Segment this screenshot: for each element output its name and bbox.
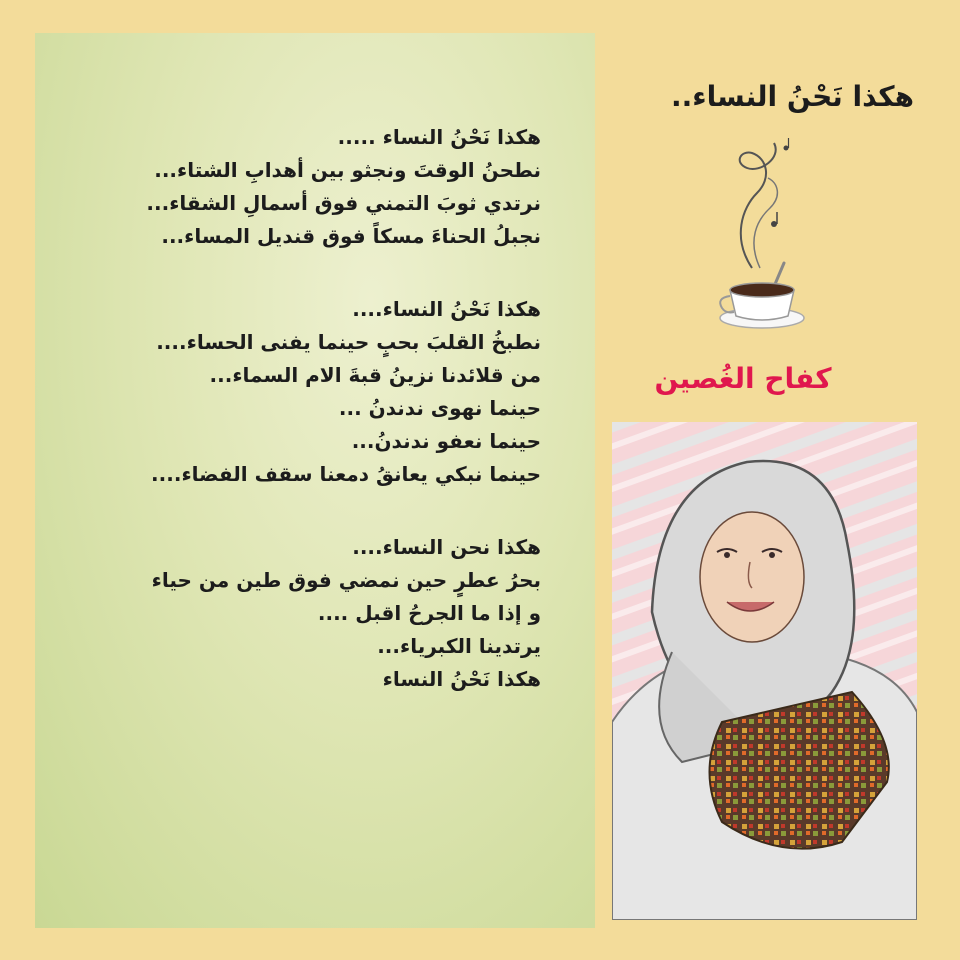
poem-line: هكذا نَحْنُ النساء xyxy=(382,667,541,691)
stanza-2 xyxy=(75,293,541,491)
poem-line: حينما نهوى ندندنُ ... xyxy=(338,396,541,420)
poem-line: نرتدي ثوبَ التمني فوق أسمالِ الشقاء... xyxy=(146,191,541,215)
right-column xyxy=(612,0,960,960)
poem-line: نطبخُ القلبَ بحبٍ حينما يفنى الحساء.... xyxy=(156,330,541,354)
author-portrait xyxy=(612,422,917,920)
poem-line: حينما نعفو ندندنُ... xyxy=(351,429,541,453)
poem-panel xyxy=(35,33,595,928)
poem-line: نطحنُ الوقتَ ونجثو بين أهدابِ الشتاء... xyxy=(154,158,541,182)
poem-line: بحرُ عطرٍ حين نمضي فوق طين من حياء xyxy=(151,568,541,592)
poem-line: نجبلُ الحناءَ مسكاً فوق قنديل المساء... xyxy=(161,224,541,248)
coffee-cup-icon xyxy=(712,128,812,338)
stanza-3 xyxy=(75,531,541,696)
poem-line: يرتدينا الكبرياء... xyxy=(377,634,541,658)
poem-line: من قلائدنا نزينُ قبةَ الام السماء... xyxy=(209,363,541,387)
poem-line: و إذا ما الجرحُ اقبل .... xyxy=(317,601,541,625)
stanza-1 xyxy=(75,121,541,253)
author-name: كفاح الغُصين xyxy=(654,362,832,395)
poem-line: هكذا نَحْنُ النساء.... xyxy=(352,297,541,321)
poem-line: هكذا نحن النساء.... xyxy=(352,535,541,559)
poem-title: هكذا نَحْنُ النساء.. xyxy=(671,80,914,113)
poem-line: حينما نبكي يعانقُ دمعنا سقف الفضاء.... xyxy=(151,462,541,486)
poem-line: هكذا نَحْنُ النساء ..... xyxy=(337,125,541,149)
